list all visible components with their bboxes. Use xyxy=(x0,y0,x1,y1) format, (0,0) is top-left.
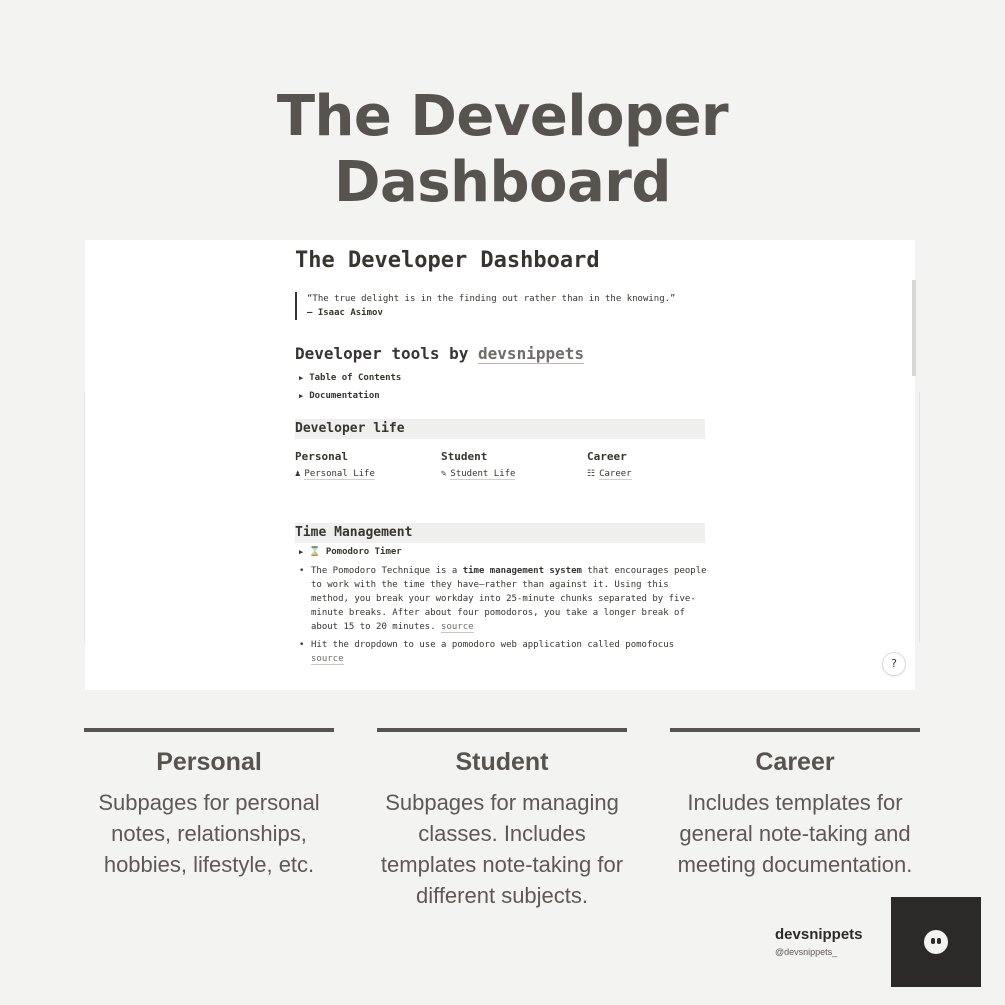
quote-block xyxy=(295,292,675,320)
card-title: Student xyxy=(455,748,549,776)
dashboard-screenshot xyxy=(85,240,915,690)
page-title: The Developer Dashboard xyxy=(295,248,600,273)
brand-logo xyxy=(891,897,981,987)
card-divider xyxy=(377,728,627,732)
help-button[interactable]: ? xyxy=(883,653,905,675)
source-link[interactable]: source xyxy=(441,622,474,632)
toggle-documentation[interactable] xyxy=(299,391,380,401)
brand-name: devsnippets xyxy=(775,926,863,943)
card-title: Personal xyxy=(156,748,262,776)
brand-handle: @devsnippets_ xyxy=(775,947,838,957)
devsnippets-link[interactable]: devsnippets xyxy=(478,344,584,363)
bullet-text: Hit the dropdown to use a pomodoro web application called pomofocus xyxy=(311,640,675,650)
toggle-triangle-icon[interactable]: ▶ xyxy=(299,374,304,382)
page-link-personal-life[interactable] xyxy=(295,469,435,479)
page-link-career[interactable] xyxy=(587,469,727,479)
card-description: Includes templates for general note-taking and meeting documentation. xyxy=(677,790,913,877)
list-item xyxy=(299,564,709,634)
section-heading-time-management: Time Management xyxy=(295,523,705,543)
toggle-triangle-icon[interactable]: ▶ xyxy=(299,392,304,400)
tools-heading xyxy=(295,344,584,363)
column-student xyxy=(441,450,581,479)
toggle-table-of-contents[interactable] xyxy=(299,373,401,383)
column-heading: Personal xyxy=(295,450,348,463)
feature-card-career xyxy=(670,728,920,880)
bullet-text: that encourages people to work with the time they have—rather than against it. Using this method, you break your workday into 25-minute chunks separated by five-minute breaks. After about four pomodoros, you take a longer break of about 15 to 20 minutes. xyxy=(311,566,707,632)
list-item xyxy=(299,638,709,666)
briefcase-icon: ☷ xyxy=(587,469,596,479)
feature-card-personal xyxy=(84,728,334,880)
column-personal xyxy=(295,450,435,479)
card-description: Subpages for managing classes. Includes templates note-taking for different subjects. xyxy=(380,790,624,908)
page-link-label[interactable]: Personal Life xyxy=(304,469,375,479)
card-divider xyxy=(84,728,334,732)
feature-card-student xyxy=(377,728,627,911)
toggle-label: Documentation xyxy=(309,391,380,401)
hero-title-line2: Dashboard xyxy=(333,150,672,215)
screenshot-edge-right xyxy=(919,392,920,642)
bullet-bold-text: time management system xyxy=(462,566,582,576)
tools-heading-prefix: Developer tools by xyxy=(295,344,479,363)
page-link-label[interactable]: Career xyxy=(599,469,632,479)
person-icon: ♟ xyxy=(295,469,301,479)
card-title: Career xyxy=(755,748,835,776)
card-description: Subpages for personal notes, relationships, hobbies, lifestyle, etc. xyxy=(98,790,320,877)
logo-eye xyxy=(937,938,941,944)
column-heading: Career xyxy=(587,450,627,463)
toggle-pomodoro-timer[interactable] xyxy=(299,547,402,557)
page-link-label[interactable]: Student Life xyxy=(450,469,516,479)
hero-title-line1: The Developer xyxy=(276,84,729,149)
card-divider xyxy=(670,728,920,732)
toggle-triangle-icon[interactable]: ▶ xyxy=(299,548,304,556)
scrollbar-thumb[interactable] xyxy=(912,280,916,376)
column-heading: Student xyxy=(441,450,488,463)
column-career xyxy=(587,450,727,479)
hero-title xyxy=(0,84,1005,216)
section-heading-developer-life: Developer life xyxy=(295,419,705,439)
logo-eye xyxy=(931,938,935,944)
page-link-student-life[interactable] xyxy=(441,469,581,479)
bullet-text: The Pomodoro Technique is a xyxy=(311,566,463,576)
source-link[interactable]: source xyxy=(311,654,344,664)
pencil-icon: ✎ xyxy=(441,469,447,479)
bullet-list xyxy=(299,564,709,666)
quote-author: — Isaac Asimov xyxy=(307,308,383,318)
screenshot-edge-left xyxy=(84,392,85,642)
quote-text: “The true delight is in the finding out rather than in the knowing.” xyxy=(307,294,676,304)
toggle-label: Table of Contents xyxy=(309,373,402,383)
toggle-label: ⌛ Pomodoro Timer xyxy=(309,547,402,557)
ghost-face-icon xyxy=(924,930,948,954)
